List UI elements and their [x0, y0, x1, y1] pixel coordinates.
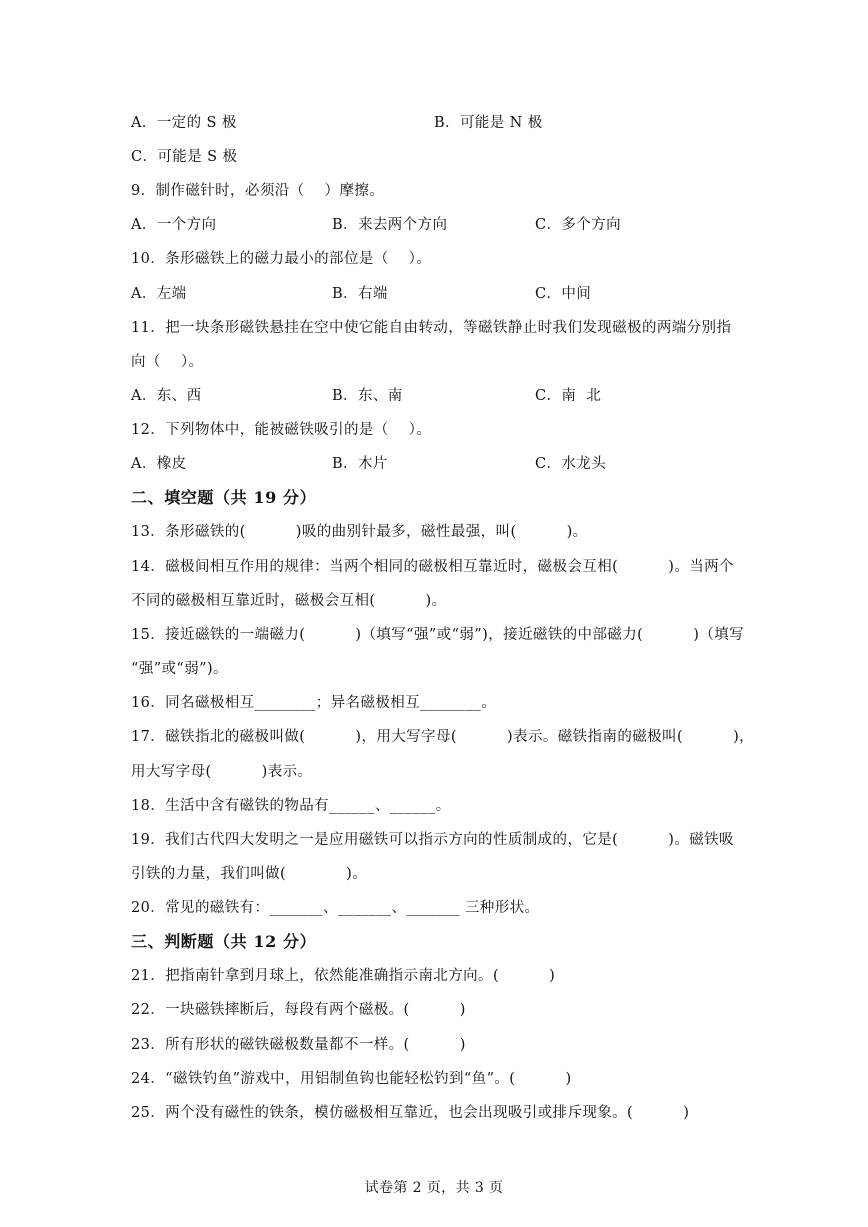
section-fill-in-title: 二、填空题（共 19 分） — [131, 488, 317, 507]
q11-stem-line2: 向（ ）。 — [131, 354, 204, 370]
q10-option-b: B．右端 — [332, 286, 388, 302]
q10-option-c: C．中间 — [535, 286, 592, 302]
q15-line1: 15．接近磁铁的一端磁力( )（填写“强”或“弱”)，接近磁铁的中部磁力( )（填写 — [131, 627, 745, 643]
q20: 20．常见的磁铁有：_______、_______、_______ 三种形状。 — [131, 900, 540, 916]
q12-stem: 12．下列物体中，能被磁铁吸引的是（ ）。 — [131, 422, 432, 438]
q11-option-c: C．南 北 — [535, 388, 602, 404]
q8-option-a: A．一定的 S 极 — [131, 115, 237, 131]
q25: 25．两个没有磁性的铁条，模仿磁极相互靠近，也会出现吸引或排斥现象。( ) — [131, 1105, 690, 1121]
q10-stem: 10．条形磁铁上的磁力最小的部位是（ ）。 — [131, 251, 432, 267]
q16: 16．同名磁极相互________；异名磁极相互________。 — [131, 695, 497, 711]
page-footer: 试卷第 2 页，共 3 页 — [364, 1180, 504, 1196]
q15-line2: “强”或“弱”)。 — [131, 661, 228, 677]
q13: 13．条形磁铁的( )吸的曲别针最多，磁性最强，叫( )。 — [131, 524, 588, 540]
q23: 23．所有形状的磁铁磁极数量都不一样。( ) — [131, 1037, 466, 1053]
q18: 18．生活中含有磁铁的物品有______、______。 — [131, 798, 451, 814]
q9-stem: 9．制作磁针时，必须沿（ ）摩擦。 — [131, 183, 385, 199]
q8-option-b: B．可能是 N 极 — [434, 115, 543, 131]
q8-option-c: C．可能是 S 极 — [131, 149, 238, 165]
q11-option-a: A．东、西 — [131, 388, 202, 404]
q22: 22．一块磁铁摔断后，每段有两个磁极。( ) — [131, 1002, 466, 1018]
q21: 21．把指南针拿到月球上，依然能准确指示南北方向。( ) — [131, 968, 556, 984]
q9-option-b: B．来去两个方向 — [332, 217, 448, 233]
q10-option-a: A．左端 — [131, 286, 187, 302]
q9-option-c: C．多个方向 — [535, 217, 621, 233]
q12-option-a: A．橡皮 — [131, 456, 187, 472]
q19-line2: 引铁的力量，我们叫做( )。 — [131, 866, 368, 882]
q9-option-a: A．一个方向 — [131, 217, 217, 233]
q17-line2: 用大写字母( )表示。 — [131, 764, 313, 780]
q12-option-b: B．木片 — [332, 456, 388, 472]
q14-line2: 不同的磁极相互靠近时，磁极会互相( )。 — [131, 593, 447, 609]
q11-option-b: B．东、南 — [332, 388, 403, 404]
q14-line1: 14．磁极间相互作用的规律：当两个相同的磁极相互靠近时，磁极会互相( )。当两个 — [131, 559, 734, 575]
q11-stem-line1: 11．把一块条形磁铁悬挂在空中使它能自由转动，等磁铁静止时我们发现磁极的两端分别指 — [131, 320, 732, 336]
q19-line1: 19．我们古代四大发明之一是应用磁铁可以指示方向的性质制成的，它是( )。磁铁吸 — [131, 832, 734, 848]
q12-option-c: C．水龙头 — [535, 456, 607, 472]
q24: 24．“磁铁钓鱼”游戏中，用铝制鱼钩也能轻松钓到“鱼”。( ) — [131, 1071, 572, 1087]
q17-line1: 17．磁铁指北的磁极叫做( )，用大写字母( )表示。磁铁指南的磁极叫( )， — [131, 729, 755, 745]
section-true-false-title: 三、判断题（共 12 分） — [131, 932, 317, 951]
